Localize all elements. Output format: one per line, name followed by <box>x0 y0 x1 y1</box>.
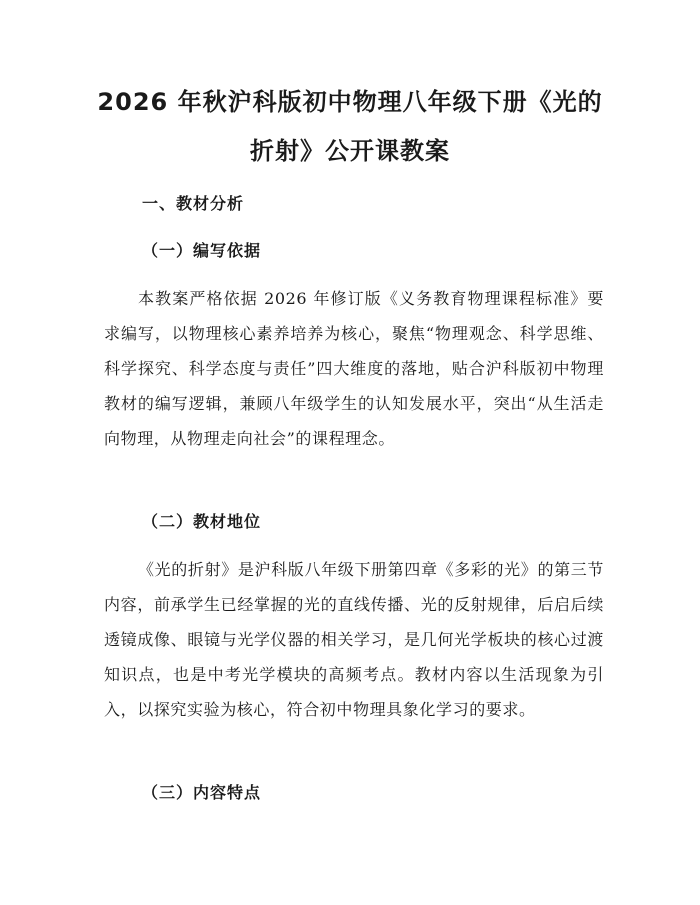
subsection-heading-content-features: （三）内容特点 <box>142 783 262 802</box>
section-heading-textbook-analysis: 一、教材分析 <box>142 194 245 213</box>
document-title-line-2: 折射》公开课教案 <box>250 137 450 165</box>
subsection-heading-writing-basis: （一）编写依据 <box>142 241 262 260</box>
paragraph-textbook-position: 《光的折射》是沪科版八年级下册第四章《多彩的光》的第三节内容，前承学生已经掌握的光的直线传播、光的反射规律，后启后续透镜成像、眼镜与光学仪器的相关学习，是几何光学板块的核心过渡知识点，也是中考光学模块的高频考点。教材内容以生活现象为引入，以探究实验为核心，符合初中物理具象化学习的要求。 <box>104 560 604 719</box>
paragraph-writing-basis: 本教案严格依据 2026 年修订版《义务教育物理课程标准》要求编写，以物理核心素养培养为核心，聚焦“物理观念、科学思维、科学探究、科学态度与责任”四大维度的落地，贴合沪科版初中物理教材的编写逻辑，兼顾八年级学生的认知发展水平，突出“从生活走向物理，从物理走向社会”的课程理念。 <box>104 289 604 448</box>
document-title-line-1: 2026 年秋沪科版初中物理八年级下册《光的 <box>97 88 603 116</box>
subsection-heading-textbook-position: （二）教材地位 <box>142 512 262 531</box>
